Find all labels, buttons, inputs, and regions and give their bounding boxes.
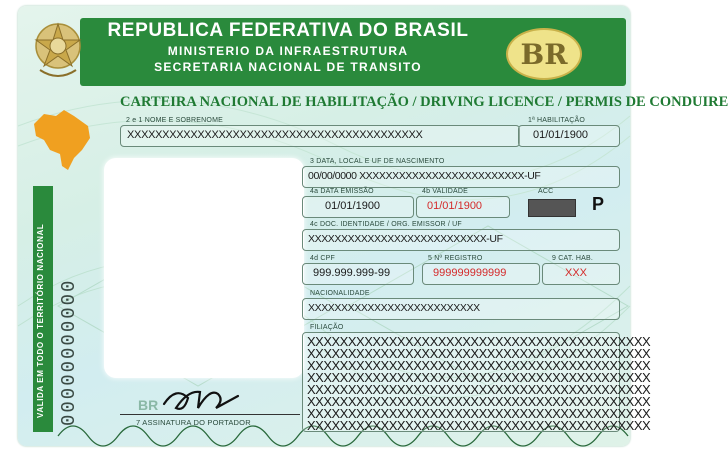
birth-box bbox=[302, 166, 620, 188]
coat-of-arms-icon bbox=[30, 16, 86, 82]
validity-label: 4b VALIDADE bbox=[422, 188, 469, 195]
issue-date-label: 4a DATA EMISSÃO bbox=[310, 188, 374, 195]
registration-box bbox=[422, 263, 540, 285]
republic-title: REPUBLICA FEDERATIVA DO BRASIL bbox=[107, 20, 469, 41]
cpf-value: 999.999.999-99 bbox=[313, 267, 391, 279]
validity-box bbox=[416, 196, 510, 218]
ministry-text: MINISTERIO DA INFRAESTRUTURA bbox=[167, 44, 409, 58]
side-band-text: VALIDA EM TODO O TERRITÓRIO NACIONAL bbox=[36, 223, 45, 418]
registration-value: 999999999999 bbox=[433, 267, 507, 279]
filiation-label: FILIAÇÃO bbox=[310, 324, 344, 331]
secretariat-text: SECRETARIA NACIONAL DE TRANSITO bbox=[154, 60, 422, 74]
first-license-value: 01/01/1900 bbox=[533, 129, 589, 141]
document-box bbox=[302, 229, 620, 251]
cpf-label: 4d CPF bbox=[310, 255, 335, 262]
nationality-label: NACIONALIDADE bbox=[310, 290, 370, 297]
filiation-row: XXXXXXXXXXXXXXXXXXXXXXXXXXXXXXXXXXXXXXXXXX bbox=[307, 346, 651, 361]
registration-label: 5 Nº REGISTRO bbox=[428, 255, 483, 262]
acc-label: ACC bbox=[538, 188, 554, 195]
issue-date-box bbox=[302, 196, 414, 218]
category-main: P bbox=[592, 194, 605, 214]
first-license-box bbox=[518, 125, 620, 147]
photo-area bbox=[104, 158, 304, 378]
document-value: XXXXXXXXXXXXXXXXXXXXXXXXXXX-UF bbox=[308, 233, 503, 245]
acc-value-box bbox=[528, 199, 576, 217]
cpf-box bbox=[302, 263, 414, 285]
filiation-row: XXXXXXXXXXXXXXXXXXXXXXXXXXXXXXXXXXXXXXXXXX bbox=[307, 358, 651, 373]
filiation-row: XXXXXXXXXXXXXXXXXXXXXXXXXXXXXXXXXXXXXXXXXX bbox=[307, 406, 651, 421]
nationality-box bbox=[302, 298, 620, 320]
filiation-box bbox=[302, 332, 651, 433]
br-watermark: BR bbox=[138, 397, 159, 413]
validity-value: 01/01/1900 bbox=[427, 200, 483, 212]
name-box bbox=[120, 125, 520, 147]
signature-line bbox=[120, 414, 300, 415]
filiation-row: XXXXXXXXXXXXXXXXXXXXXXXXXXXXXXXXXXXXXXXXXX bbox=[307, 334, 651, 349]
name-label: 2 e 1 NOME E SOBRENOME bbox=[126, 117, 223, 124]
category-box bbox=[542, 263, 620, 285]
birth-label: 3 DATA, LOCAL E UF DE NASCIMENTO bbox=[310, 158, 445, 165]
filiation-row: XXXXXXXXXXXXXXXXXXXXXXXXXXXXXXXXXXXXXXXXXX bbox=[307, 418, 651, 433]
issue-date-value: 01/01/1900 bbox=[325, 200, 381, 212]
vertical-serial-number: 00000000000 bbox=[58, 278, 80, 426]
birth-value: 00/00/0000 XXXXXXXXXXXXXXXXXXXXXXXXX-UF bbox=[308, 170, 541, 182]
signature-label: 7 ASSINATURA DO PORTADOR bbox=[136, 418, 251, 427]
nationality-value: XXXXXXXXXXXXXXXXXXXXXXXXXX bbox=[308, 302, 480, 314]
filiation-row: XXXXXXXXXXXXXXXXXXXXXXXXXXXXXXXXXXXXXXXXXX bbox=[307, 370, 651, 385]
category-value: XXX bbox=[565, 267, 588, 279]
name-value: XXXXXXXXXXXXXXXXXXXXXXXXXXXXXXXXXXXXXXXXXX bbox=[127, 129, 423, 141]
first-license-label: 1ª HABILITAÇÃO bbox=[528, 117, 585, 124]
filiation-row: XXXXXXXXXXXXXXXXXXXXXXXXXXXXXXXXXXXXXXXXXX bbox=[307, 382, 651, 397]
card-title: CARTEIRA NACIONAL DE HABILITAÇÃO / DRIVING LICENCE / PERMIS DE CONDUIRE bbox=[120, 94, 728, 110]
category-label: 9 CAT. HAB. bbox=[552, 255, 593, 262]
document-label: 4c DOC. IDENTIDADE / ORG. EMISSOR / UF bbox=[310, 221, 462, 228]
filiation-row: XXXXXXXXXXXXXXXXXXXXXXXXXXXXXXXXXXXXXXXXXX bbox=[307, 394, 651, 409]
country-badge: BR bbox=[506, 28, 582, 80]
driver-license-card bbox=[18, 6, 728, 446]
brazil-map-icon bbox=[30, 106, 94, 174]
signature-mark bbox=[158, 378, 248, 418]
